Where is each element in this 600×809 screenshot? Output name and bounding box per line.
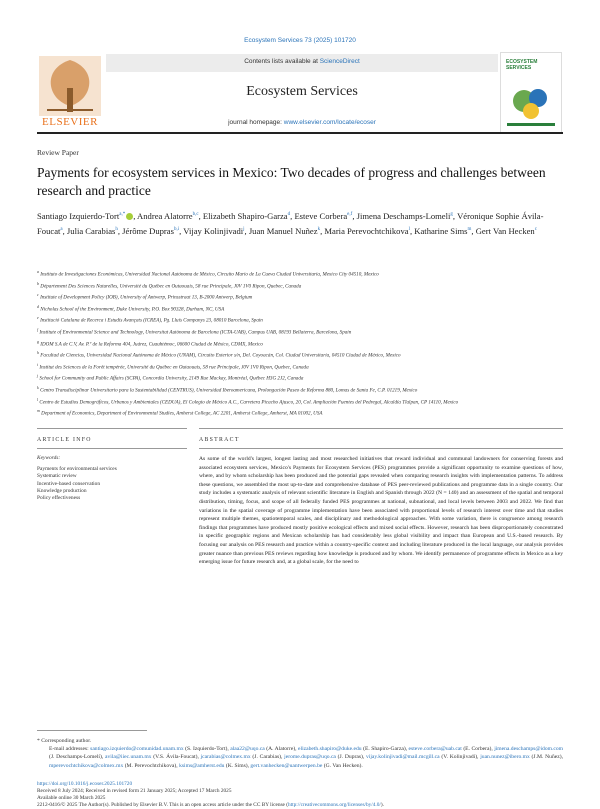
received-dates: Received 8 July 2024; Received in revised form 21 January 2025; Accepted 17 March 2025 <box>37 787 232 794</box>
affiliation-marker: a <box>37 269 39 274</box>
email-label: E-mail addresses: <box>49 746 89 752</box>
cover-graphic-icon <box>501 53 561 132</box>
affiliation-list <box>37 268 563 419</box>
affiliation-text: Centro Transdisciplinar Universitario para la Sustentabilidad (CENTRUS), Universidad Iberoamericana, Prolongación Paseo de Reforma 880, Lomas de Santa Fe, C.P. 01219, Mexico <box>40 387 418 394</box>
author-name: Jimena Deschamps-Lomeli <box>356 210 451 221</box>
email-owner: (E. Corbera), <box>463 746 495 752</box>
affiliation-marker: m <box>37 408 40 414</box>
article-info-rule <box>37 448 187 449</box>
author-affiliation-marker[interactable]: b,c <box>192 212 199 217</box>
corresponding-note: * Corresponding author. <box>37 738 92 744</box>
journal-homepage <box>106 119 498 126</box>
affiliation-item <box>37 280 563 292</box>
abstract-heading: ABSTRACT <box>199 437 240 443</box>
author-name: Katharine Sims <box>414 226 468 237</box>
affiliation-item <box>37 407 563 419</box>
email-owner: (J. Dupras), <box>337 754 367 761</box>
affiliation-item <box>37 303 563 315</box>
email-link[interactable]: ksims@amherst.edu <box>179 762 225 769</box>
elsevier-logo[interactable] <box>37 54 103 130</box>
affiliation-text: School for Community and Public Affairs (SCPA), Concordia University, 2149 Rue Mackay, Montréal, Québec H3G 2J2, Canada <box>39 376 304 383</box>
affiliation-text: Institute of Development Policy (IOB), University of Antwerp, Prinsstraat 13, B-2000 Antwerp, Belgium <box>40 294 253 301</box>
license-prefix: 2212-0416/© 2025 The Author(s). Published by Elsevier B.V. This is an open access article under the CC BY license ( <box>37 801 288 808</box>
author-affiliation-marker[interactable]: l <box>408 227 410 233</box>
affiliation-marker: e <box>37 315 39 321</box>
email-link[interactable]: alaa22@uqo.ca <box>230 746 265 752</box>
keyword-item: Payments for environmental services <box>37 466 117 472</box>
author-name: Gert Van Hecken <box>475 226 535 237</box>
footnote-rule <box>37 730 147 731</box>
article-info-heading: ARTICLE INFO <box>37 437 92 443</box>
publication-metadata <box>37 781 563 809</box>
author-name: Juan Manuel Nuñez <box>248 226 318 237</box>
affiliation-text: Institute of Environmental Science and Technology, Universitat Autònoma de Barcelona (ICTA-UAB), Campus UAB, 08193 Bellaterra, Barcelona, Spain <box>39 329 352 336</box>
journal-title: Ecosystem Services <box>246 84 358 99</box>
contents-line <box>106 58 498 65</box>
author-affiliation-marker[interactable]: j <box>243 227 245 233</box>
author-affiliation-marker[interactable]: m <box>467 227 472 233</box>
doi-link[interactable]: https://doi.org/10.1016/j.ecoser.2025.101720 <box>37 781 133 787</box>
keyword-list <box>37 466 187 502</box>
email-owner: (J. Carabias), <box>252 754 285 761</box>
affiliation-item <box>37 384 563 396</box>
email-link[interactable]: mperevochtchikova@colmex.mx <box>49 762 124 769</box>
cover-title: ECOSYSTEM SERVICES <box>506 59 538 71</box>
author-name: Maria Perevochtchikova <box>324 226 409 237</box>
email-link[interactable]: jcarabias@colmex.mx <box>200 754 251 761</box>
affiliation-text: Instituto de Investigaciones Económicas, Universidad Nacional Autónoma de México, Circuito Mario de La Cueva Ciudad Universitaria, Mexico City 04510, Mexico <box>40 271 379 278</box>
author-name: Andrea Alatorre <box>137 210 193 221</box>
author-name: Santiago Izquierdo-Tort <box>37 210 120 221</box>
author-affiliation-marker[interactable]: c <box>534 227 537 233</box>
abstract-text: As some of the world's largest, longest lasting and most researched initiatives that reward individual and communal landowners for conserving forests and associated ecosystem services, Mexico's Payments for Ecosystem Services (PES) programmes provide a significant opportunity to examine questions of how, where, and by whom scholarship has been produced and the potential gaps revealed when comparing research insights with implementation patterns. To address these questions, we assembled the most up-to-date and comprehensive database of PES peer-reviewed publications and programme data in a single country. Our study includes a systematic analysis of relevant scientific literature in English and Spanish through 2022 (N = 140) and an assessment of the spatial and temporal distribution, timing, focus, and scope of all federally funded PES programmes at national, subnational, and local levels between 2003 and 2022. We find that variations in the spatial coverage of programme implementation have been associated with proportional levels of research interest over time and that studies represent multiple themes, spatiotemporal scales, and disciplinary and methodological approaches. With some variation, there is congruence among research findings that programmes have produced mostly positive ecological effects and mixed social effects. However, research has been disproportionately concentrated in specific geographic regions and Mexican scholarship has had considerably less global visibility and impact than European and U.S.-based research. By focusing our analysis on PES research and practice within a country-specific context and including literature produced in the local language, our analysis provides greater nuance than previous PES reviews regarding how knowledge is produced and by whom. We identify permanence of programme effects in Mexico as a key emerging issue for future research and, at a global scale, for the need to <box>199 456 563 566</box>
affiliation-marker: j <box>37 373 39 379</box>
affiliation-text: Institució Catalana de Recerca i Estudis Avançats (ICREA), Pg. Lluís Companys 23, 08010 Barcelona, Spain <box>40 318 263 325</box>
affiliation-marker: h <box>37 350 39 356</box>
affiliation-marker: d <box>37 303 39 309</box>
email-link[interactable]: avila@iiec.unam.mx <box>105 754 152 761</box>
author-name: Vijay Kolinjivadi <box>183 226 244 237</box>
author-name: Julia Carabias <box>66 226 116 237</box>
keywords-label: Keywords: <box>37 455 61 461</box>
keyword-item: Incentive-based conservation <box>37 480 101 487</box>
email-owner: (V. Kolinjivadi), <box>441 754 481 761</box>
keyword-item: Systematic review <box>37 473 77 480</box>
affiliation-item <box>37 291 563 303</box>
homepage-link[interactable]: www.elsevier.com/locate/ecoser <box>283 119 376 126</box>
affiliation-text: Centro de Estudios Demográficos, Urbanos y Ambientales (CEDUA), El Colegio de México A.C., Carretera Picacho Ajusco, 20, Col. Ampliación Fuentes del Pedregal, Alcaldía Tlalpan, CP 14110, Mexico <box>39 399 459 406</box>
author-affiliation-marker[interactable]: b,i <box>173 227 180 233</box>
email-owner: (V.S. Ávila-Foucat), <box>153 754 201 761</box>
author-name: Véronique Sophie Ávila-Foucat <box>37 210 544 237</box>
affiliation-text: Département Des Sciences Naturelles, Université du Québec en Outaouais, 58 rue Principale, J0V 1V0 Ripon, Quebec, Canada <box>40 283 302 290</box>
author-list: Santiago Izquierdo-Tort$^{a,*}$ , Andrea Alatorre$^{b,c}$, Elizabeth Shapiro-Garza$^d$, Esteve Corbera$^{e,f}$, Jimena Deschamps-Lomeli$^g$, Véronique Sophie Ávila-Foucat$^a$, Julia Carabias$^h$, Jérôme Dupras$^{b,i}$, Vijay Kolinjivadi$^j$, Juan Manuel Nuñez$^k$, Maria Perevochtchikova$^l$, Katharine Sims$^m$, Gert Van Hecken$^c$ <box>37 210 544 237</box>
affiliation-marker: g <box>37 338 39 344</box>
email-link[interactable]: elizabeth.shapiro@duke.edu <box>298 746 362 752</box>
author-affiliation-marker[interactable]: k <box>317 227 321 233</box>
affiliation-text: Department of Economics, Department of Environmental Studies, Amherst College, AC 2201, Amherst College, Amherst, MA 01002, USA <box>41 410 323 417</box>
abstract-rule <box>199 448 563 449</box>
email-owner: (S. Izquierdo-Tort), <box>185 746 231 752</box>
email-owner: (J. Deschamps-Lomelí), <box>49 754 106 761</box>
author-affiliation-marker[interactable]: a,* <box>119 212 126 217</box>
affiliation-item <box>37 372 563 384</box>
email-link[interactable]: jimena.deschamps@idom.com <box>494 746 564 752</box>
author-name: Jérôme Dupras <box>122 226 174 237</box>
available-online: Available online 30 March 2025 <box>37 794 106 801</box>
affiliation-text: Nicholas School of the Environment, Duke University, P.O. Box 90328, Durham, NC, USA <box>40 306 225 313</box>
affiliation-item <box>37 338 563 350</box>
affiliation-item <box>37 326 563 338</box>
author-affiliation-marker[interactable]: g <box>450 212 453 217</box>
homepage-prefix: journal homepage: <box>228 119 284 126</box>
email-link[interactable]: juan.nunez@ibero.mx <box>480 754 530 761</box>
elsevier-wordmark: ELSEVIER <box>42 116 98 128</box>
keyword-item: Policy effectiveness <box>37 495 81 502</box>
author-name: Esteve Corbera <box>294 210 348 221</box>
affiliation-item <box>37 268 563 280</box>
email-link[interactable]: esteve.corbera@uab.cat <box>408 746 462 752</box>
email-addresses <box>49 745 563 770</box>
author-affiliation-marker[interactable]: h <box>115 227 118 233</box>
author-affiliation-marker[interactable]: e,f <box>347 212 353 217</box>
affiliation-text: Facultad de Ciencias, Universidad Nacional Autónoma de México (UNAM), Circuito Exterior s/n, Del. Coyoacán, Col. Ciudad Universitaria, 04510 Ciudad de México, Mexico <box>40 352 401 359</box>
author-affiliation-marker[interactable]: a <box>60 227 63 233</box>
email-link[interactable]: vijay.kolinjivadi@mail.mcgill.ca <box>366 754 440 761</box>
affiliation-marker: c <box>37 292 39 298</box>
email-owner: (G. Van Hecken). <box>323 762 363 769</box>
affiliation-item <box>37 349 563 361</box>
email-owner: (M. Perevochtchikova), <box>124 762 180 769</box>
email-link[interactable]: gert.vanhecken@uantwerpen.be <box>250 762 323 769</box>
orcid-icon[interactable] <box>126 213 133 220</box>
author-affiliation-marker[interactable]: d <box>287 212 291 217</box>
affiliation-marker: l <box>37 396 39 402</box>
article-info-top-rule <box>37 428 187 429</box>
contents-prefix: Contents lists available at <box>244 58 320 65</box>
sciencedirect-link[interactable]: ScienceDirect <box>319 58 360 65</box>
affiliation-marker: b <box>37 280 39 286</box>
journal-cover-thumbnail[interactable] <box>500 52 562 133</box>
affiliation-text: IDOM S.A de C.V, Av. P.º de la Reforma 404, Juárez, Cuauhtémoc, 06600 Ciudad de México, CDMX, Mexico <box>40 341 263 348</box>
header-rule <box>37 132 563 134</box>
affiliation-item <box>37 314 563 326</box>
email-owner: (E. Shapiro-Garza), <box>363 746 409 752</box>
email-owner: (K. Sims), <box>225 762 251 769</box>
affiliation-marker: i <box>37 361 39 367</box>
affiliation-item <box>37 361 563 373</box>
author-name: Elizabeth Shapiro-Garza <box>202 210 288 221</box>
email-link[interactable]: jerome.dupras@uqo.ca <box>284 754 336 761</box>
license-suffix: ). <box>380 801 384 808</box>
email-owner: (J.M. Nuñez), <box>531 754 563 761</box>
article-title: Payments for ecosystem services in Mexico: Two decades of progress and challenges between research and practice <box>37 165 546 198</box>
journal-reference[interactable]: Ecosystem Services 73 (2025) 101720 <box>244 37 356 44</box>
email-link[interactable]: santiago.izquierdo@comunidad.unam.mx <box>90 746 184 752</box>
email-owner: (A. Alatorre), <box>266 746 299 752</box>
article-type: Review Paper <box>37 148 79 157</box>
keyword-item: Knowledge production <box>37 487 87 494</box>
affiliation-text: Institut des Sciences de la Forêt tempérée, Université du Québec en Outaouais, 58 rue Principale, J0V 1V0 Ripon, Quebec, Canada <box>39 364 309 371</box>
affiliation-marker: f <box>37 326 39 332</box>
affiliation-marker: k <box>37 384 39 390</box>
license-link[interactable]: http://creativecommons.org/licenses/by/4.0/ <box>287 801 381 808</box>
affiliation-item <box>37 396 563 408</box>
abstract-top-rule <box>199 428 563 429</box>
